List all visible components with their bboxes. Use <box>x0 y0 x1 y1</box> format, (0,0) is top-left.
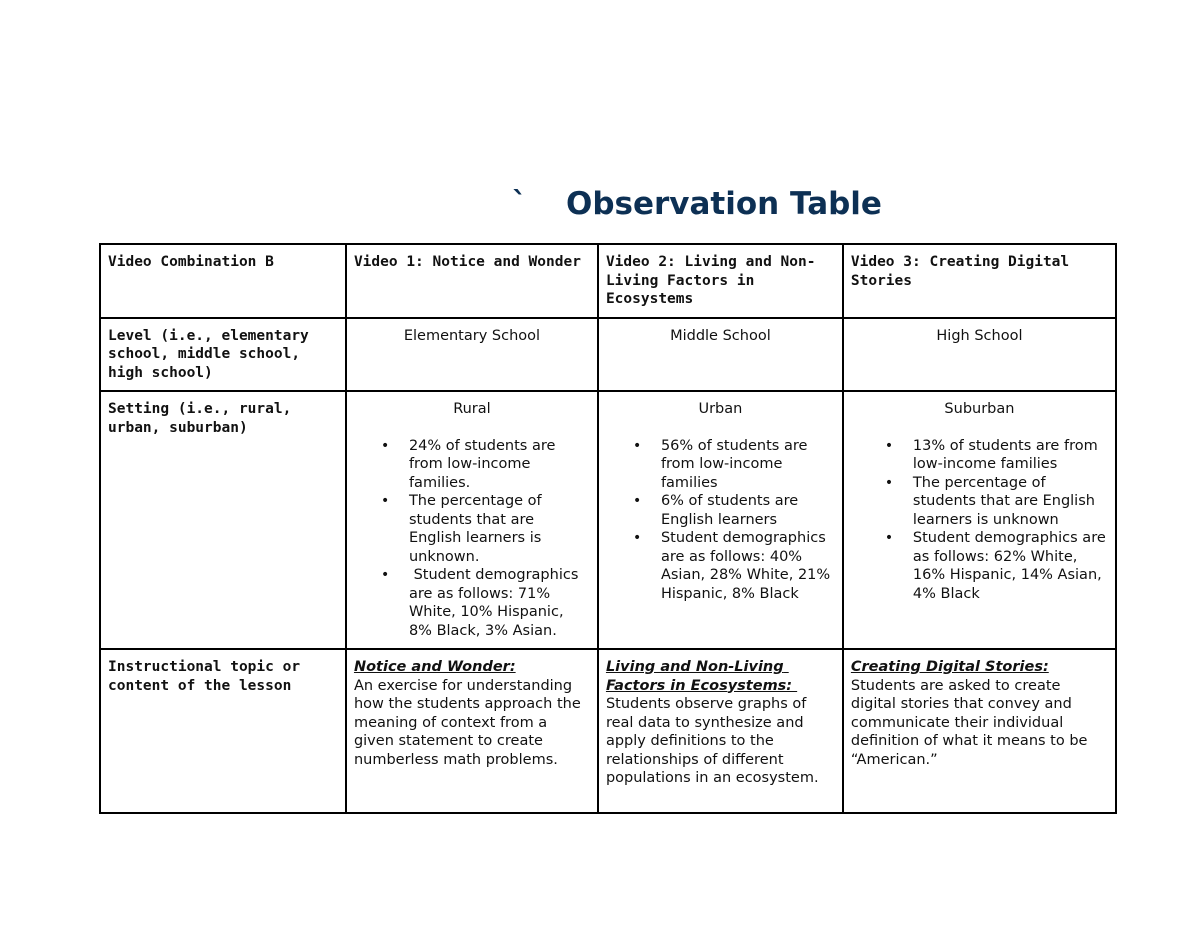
backtick-mark: ` <box>512 186 527 221</box>
header-cell-video-2: Video 2: Living and Non-Living Factors in Ecosystems <box>598 244 843 318</box>
header-cell-video-1: Video 1: Notice and Wonder <box>346 244 598 318</box>
list-item: • Student demographics are as follows: 62% White, 16% Hispanic, 14% Asian, 4% Black <box>913 529 1108 603</box>
setting-cell-video-2 <box>598 391 843 649</box>
list-item: • 56% of students are from low-income families <box>661 437 835 493</box>
setting-bullet-list <box>851 437 1108 604</box>
topic-cell-video-3 <box>843 649 1116 813</box>
list-item: • 24% of students are from low-income families. <box>409 437 590 493</box>
setting-type: Urban <box>698 401 743 417</box>
level-cell-video-1: Elementary School <box>346 318 598 392</box>
list-item: • Student demographics are as follows: 71% White, 10% Hispanic, 8% Black, 3% Asian. <box>409 566 590 640</box>
row-label-setting: Setting (i.e., rural, urban, suburban) <box>100 391 346 649</box>
list-item: • Student demographics are as follows: 40% Asian, 28% White, 21% Hispanic, 8% Black <box>661 529 835 603</box>
setting-type: Suburban <box>944 401 1015 417</box>
topic-heading: Notice and Wonder: <box>353 659 516 675</box>
title-row <box>0 186 1200 226</box>
row-label-level: Level (i.e., elementary school, middle school, high school) <box>100 318 346 392</box>
topic-heading: Living and Non-Living Factors in Ecosystems: <box>605 659 798 694</box>
topic-text: Students observe graphs of real data to synthesize and apply definitions to the relationships of different populations in an ecosystem. <box>605 696 819 786</box>
level-cell-video-3: High School <box>843 318 1116 392</box>
header-cell-video-3: Video 3: Creating Digital Stories <box>843 244 1116 318</box>
observation-table <box>99 243 1117 814</box>
list-item: • The percentage of students that are English learners is unknown. <box>409 492 590 566</box>
topic-heading: Creating Digital Stories: <box>850 659 1049 675</box>
header-cell-combination: Video Combination B <box>100 244 346 318</box>
setting-cell-video-3 <box>843 391 1116 649</box>
topic-cell-video-2 <box>598 649 843 813</box>
topic-cell-video-1 <box>346 649 598 813</box>
page-title: Observation Table <box>566 186 882 222</box>
list-item: • 6% of students are English learners <box>661 492 835 529</box>
table-header-row <box>100 244 1116 318</box>
list-item: • The percentage of students that are English learners is unknown <box>913 474 1108 530</box>
table-row-setting <box>100 391 1116 649</box>
list-item: • 13% of students are from low-income families <box>913 437 1108 474</box>
setting-bullet-list <box>354 437 590 641</box>
setting-cell-video-1 <box>346 391 598 649</box>
row-label-topic: Instructional topic or content of the lesson <box>100 649 346 813</box>
level-cell-video-2: Middle School <box>598 318 843 392</box>
table-row-topic <box>100 649 1116 813</box>
setting-bullet-list <box>606 437 835 604</box>
table-row-level <box>100 318 1116 392</box>
topic-text: An exercise for understanding how the students approach the meaning of context from a given statement to create numberless math problems. <box>353 677 581 768</box>
setting-type: Rural <box>453 401 491 417</box>
topic-text: Students are asked to create digital stories that convey and communicate their individual definition of what it means to be “American.” <box>850 677 1088 768</box>
